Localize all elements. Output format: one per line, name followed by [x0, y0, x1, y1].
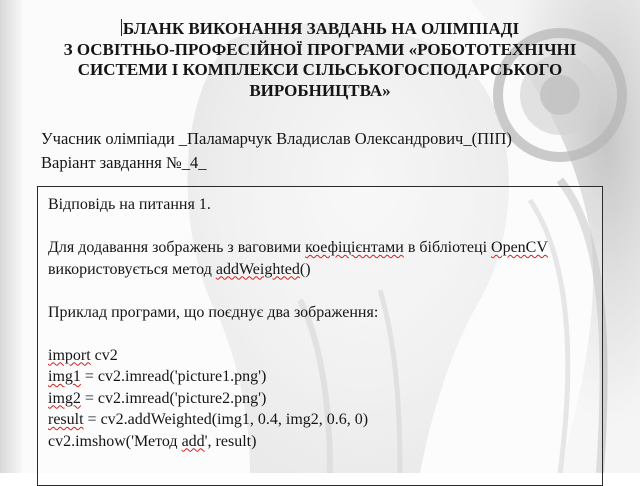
- code-line-5: cv2.imshow('Метод add', result): [48, 432, 257, 450]
- spellcheck-word: result: [48, 411, 84, 428]
- title-line-1: БЛАНК ВИКОНАННЯ ЗАВДАНЬ НА ОЛІМПІАДІ: [122, 19, 520, 38]
- title-line-3: СИСТЕМИ І КОМПЛЕКСИ СІЛЬСЬКОГОСПОДАРСЬКОГО: [77, 60, 563, 79]
- code-line-2: img1 = cv2.imread('picture1.png'): [48, 368, 267, 385]
- code-line-1: import cv2: [48, 346, 118, 364]
- spellcheck-word: коефіцієнтами: [305, 239, 404, 256]
- code-line-3: img2 = cv2.imread('picture2.png'): [48, 389, 267, 407]
- blank-line: [48, 280, 602, 302]
- text-cursor: [121, 19, 122, 36]
- spellcheck-word: add: [181, 432, 205, 450]
- title-line-2: З ОСВІТНЬО-ПРОФЕСІЙНОЇ ПРОГРАМИ «РОБОТОТЕХНІЧНІ: [63, 39, 577, 59]
- blank-line: [48, 216, 602, 238]
- spellcheck-word: img1: [48, 368, 81, 385]
- document-title: [40, 19, 600, 101]
- spellcheck-word: addWeighted: [215, 260, 300, 278]
- answer-text-line-2: використовується метод addWeighted(): [48, 260, 311, 278]
- variant-line: Варіант завдання №_4_: [41, 153, 207, 172]
- answer-box[interactable]: [37, 186, 603, 486]
- code-line-4: result = cv2.addWeighted(img1, 0.4, img2, 0.6, 0): [48, 411, 369, 428]
- spellcheck-word: OpenCV: [491, 239, 548, 256]
- spellcheck-word: img2: [48, 389, 81, 407]
- spellcheck-word: import: [48, 346, 91, 364]
- blank-line: [48, 323, 602, 345]
- participant-line: Учасник олімпіади _Паламарчук Владислав Олександрович_(ПІП): [41, 129, 512, 148]
- example-intro: Приклад програми, що поєднує два зображення:: [48, 303, 379, 321]
- title-line-4: ВИРОБНИЦТВА»: [249, 80, 391, 100]
- answer-text-line-1: Для додавання зображень з ваговими коефіцієнтами в бібліотеці OpenCV: [48, 239, 548, 256]
- answer-heading: Відповідь на питання 1.: [48, 196, 211, 213]
